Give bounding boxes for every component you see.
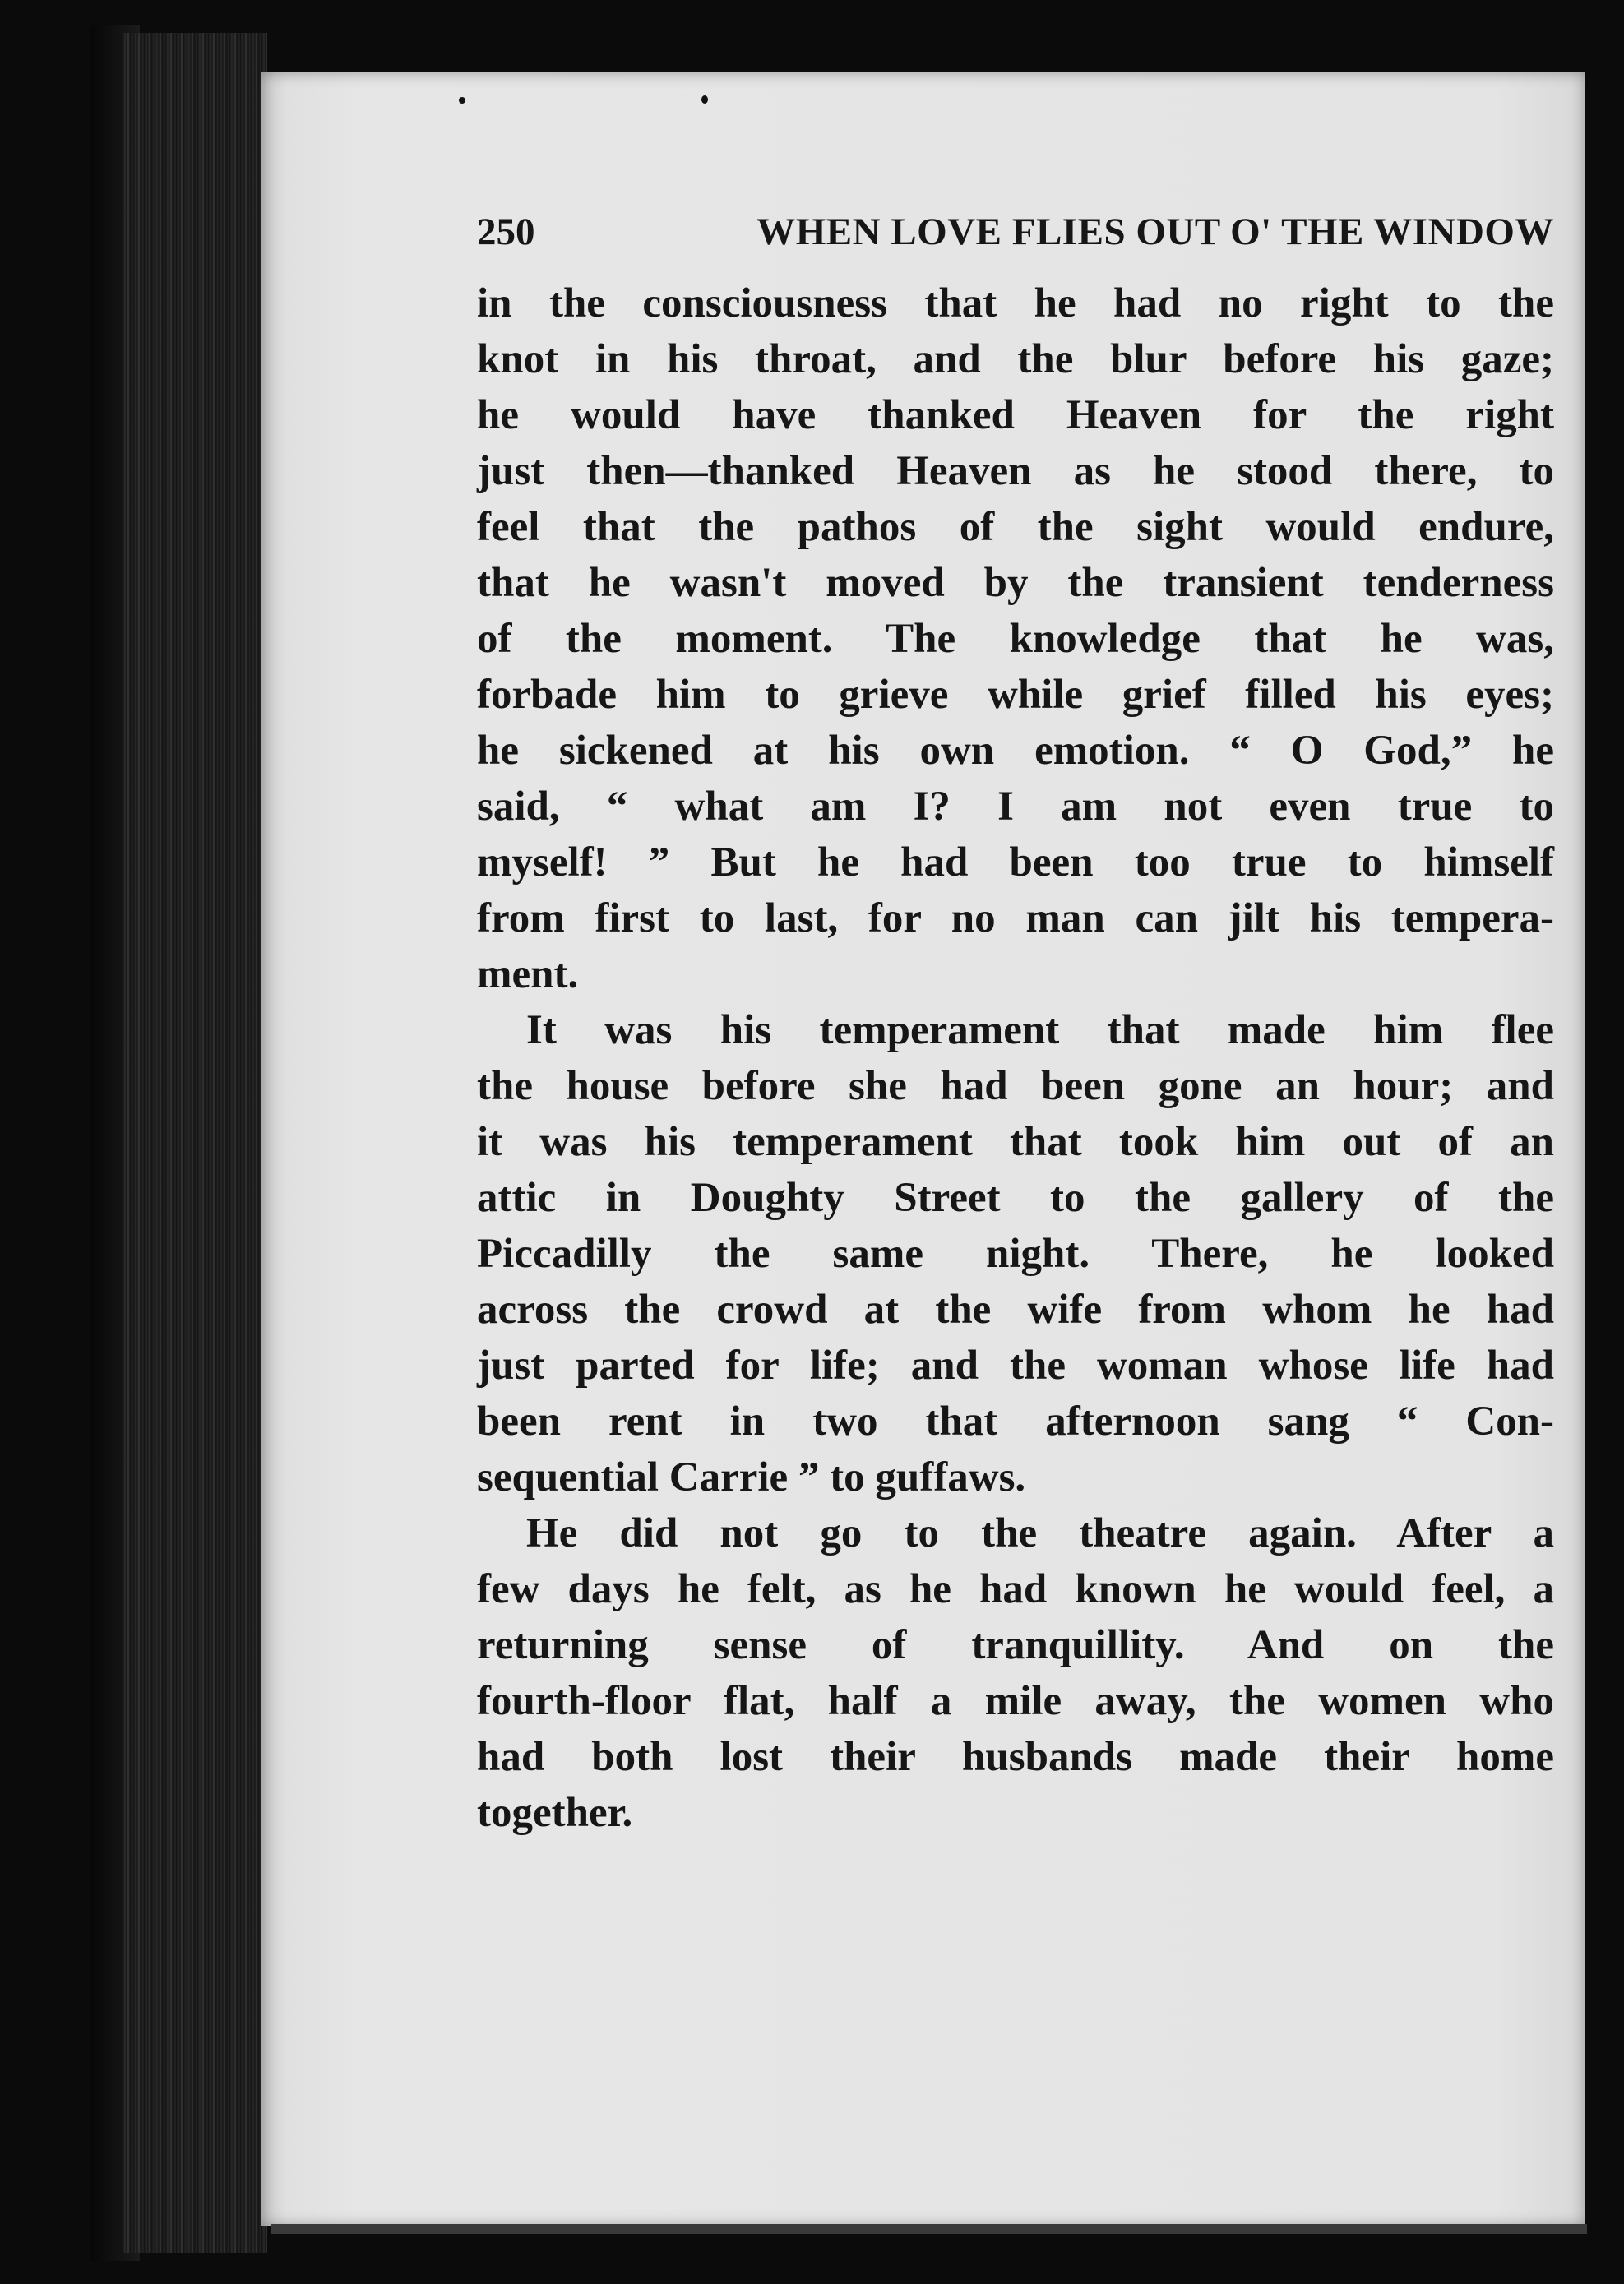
text-line: had both lost their husbands made their home: [477, 1734, 1554, 1780]
text-line: attic in Doughty Street to the gallery of the: [477, 1175, 1554, 1221]
paragraph-3: [477, 1505, 1554, 1841]
page-number: 250: [477, 210, 535, 253]
text-line: he sickened at his own emotion. “ O God,” he: [477, 728, 1554, 774]
text-line: fourth-floor flat, half a mile away, the women who: [477, 1678, 1554, 1724]
text-line: Piccadilly the same night. There, he looked: [477, 1231, 1554, 1277]
text-line: few days he felt, as he had known he would feel, a: [477, 1566, 1554, 1612]
text-line: sequential Carrie ” to guffaws.: [477, 1454, 1026, 1500]
text-line: across the crowd at the wife from whom he had: [477, 1287, 1554, 1333]
text-line: that he wasn't moved by the transient tenderness: [477, 560, 1554, 606]
scan-speck: [701, 95, 708, 104]
scan-speck: [459, 97, 465, 104]
page-bottom-edge: [271, 2224, 1587, 2234]
text-line: It was his temperament that made him flee: [526, 1007, 1554, 1053]
page-edges-stack: [123, 33, 267, 2253]
text-line: knot in his throat, and the blur before his gaze;: [477, 336, 1554, 382]
text-line: in the consciousness that he had no right to the: [477, 280, 1554, 326]
paragraph-2: [477, 1002, 1554, 1505]
text-line: from first to last, for no man can jilt his tempera-: [477, 895, 1554, 941]
text-line: said, “ what am I? I am not even true to: [477, 784, 1554, 830]
text-line: He did not go to the theatre again. After a: [526, 1510, 1554, 1556]
paragraph-1: [477, 275, 1554, 1002]
running-head-title: WHEN LOVE FLIES OUT O' THE WINDOW: [756, 210, 1554, 253]
text-line: been rent in two that afternoon sang “ Con-: [477, 1399, 1554, 1445]
text-line: feel that the pathos of the sight would endure,: [477, 504, 1554, 550]
page-text: [477, 210, 1554, 1841]
text-line: just then—thanked Heaven as he stood there, to: [477, 448, 1554, 494]
running-head: [477, 210, 1554, 261]
text-line: together.: [477, 1790, 633, 1836]
text-line: of the moment. The knowledge that he was,: [477, 616, 1554, 662]
text-line: myself! ” But he had been too true to himself: [477, 839, 1554, 885]
text-line: it was his temperament that took him out of an: [477, 1119, 1554, 1165]
text-line: forbade him to grieve while grief filled his eyes;: [477, 672, 1554, 718]
text-line: ment.: [477, 951, 579, 997]
text-line: returning sense of tranquillity. And on the: [477, 1622, 1554, 1668]
text-line: he would have thanked Heaven for the right: [477, 392, 1554, 438]
text-line: the house before she had been gone an hour; and: [477, 1063, 1554, 1109]
text-line: just parted for life; and the woman whose life had: [477, 1343, 1554, 1389]
